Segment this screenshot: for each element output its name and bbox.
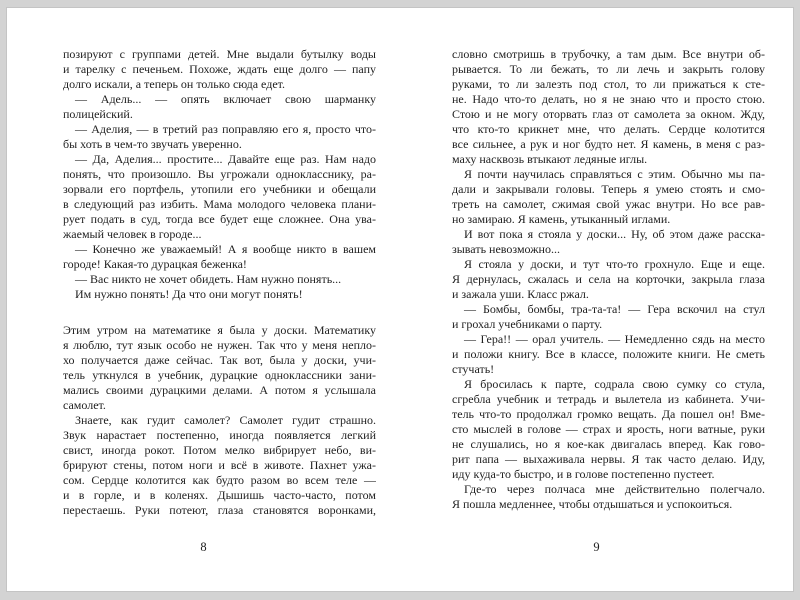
page-left [7, 8, 400, 591]
text-line: треть на самолет, сжимая свой ужас внутри. Но все рав- [452, 197, 765, 211]
text-line: тель уткнулся в учебник, дурацкие одноклассники зани- [63, 368, 376, 382]
text-line: все сильнее, а рук и ног будто нет. Я камень, в меня с раз- [452, 137, 765, 151]
text-line: и тарелку с печеньем. Похоже, ждать еще долго — папу [63, 62, 376, 76]
text-line: маху насквозь втыкают ледяные иглы. [452, 152, 648, 166]
text-line: руками, то ли залезть под стол, то ли прижаться к сте- [452, 77, 765, 91]
text-line: Я пошла медленнее, чтобы отдышаться и успокоиться. [452, 497, 733, 511]
text-line: свист, иногда рокот. Потом мелко вибрирует небо, ви- [63, 443, 376, 457]
page-number-left: 8 [200, 540, 207, 554]
text-line: но замираю. Я камень, утыканный иглами. [452, 212, 671, 226]
text-line: — Да, Аделия... простите... Давайте еще раз. Нам надо [75, 152, 376, 166]
text-line: зывать невозможно... [452, 242, 560, 256]
text-line: жаемый человек в городе... [63, 227, 202, 241]
text-line: — Аделия, — в третий раз поправляю его я, просто что- [75, 122, 376, 136]
text-line: сом. Сердце колотится как будто разом во всем теле — [63, 473, 376, 487]
section-break-space [63, 302, 376, 323]
page-number-right: 9 [593, 540, 600, 554]
text-line: бы хоть в чем-то звучать уверенно. [63, 137, 242, 151]
text-line: — Конечно же уважаемый! А я вообще никто в вашем [75, 242, 376, 256]
text-line: Я стояла у доски, и тут что-то грохнуло. Еще и еще. [464, 257, 765, 271]
text-line: брируют стены, потом ноги и всё в животе. Пахнет ужа- [63, 458, 376, 472]
text-line: и положи книгу. Все в классе, положите книги. Не сметь [452, 347, 765, 361]
text-line: что кто-то крикнет мне, что делать. Сердце колотится [452, 122, 765, 136]
text-line: долго искали, а теперь он только сюда едет. [63, 77, 285, 91]
text-line: не. Надо что-то делать, но я не знаю что и просто стою. [452, 92, 765, 106]
text-line: рует подать в суд, тогда все будет еще сложнее. Она ува- [63, 212, 376, 226]
text-line: иду куда-то быстро, и в голове постепенно пустеет. [452, 467, 715, 481]
text-line: и в горле, и в коленях. Дышишь часто-часто, потом [63, 488, 376, 502]
text-line: Я почти научилась справляться с этим. Обычно мы па- [464, 167, 765, 181]
text-line: Стою и не могу оторвать глаз от самолета за окном. Жду, [452, 107, 765, 121]
text-line: и грохал учебниками о парту. [452, 317, 603, 331]
text-line: в следующий раз избить. Мама молодого человека плани- [63, 197, 376, 211]
text-line: Звук нарастает постепенно, иногда появляется легкий [63, 428, 376, 442]
text-line: — Гера!! — орал учитель. — Немедленно сядь на место [464, 332, 765, 346]
text-line: дали и закрывали головы. Теперь я умею стоять и смо- [452, 182, 765, 196]
text-line: мались своими дурацкими делами. А потом я услышала [63, 383, 376, 397]
text-line: понять, что произошло. Вы угрожали однокласснику, ра- [63, 167, 376, 181]
text-line: не слушались, но я кое-как двигалась вперед. Как гово- [452, 437, 765, 451]
text-line: рит папа — выхаживала нервы. Я так часто делаю. Иду, [452, 452, 765, 466]
book-spread [6, 7, 794, 592]
text-line: сто мыслей в голове — страх и ярость, ноги ватные, руки [452, 422, 765, 436]
page-right [400, 8, 793, 591]
text-line: Где-то через полчаса мне действительно полегчало. [464, 482, 765, 496]
text-line: И вот пока я стояла у доски... Ну, об этом даже расска- [464, 227, 765, 241]
text-line: Им нужно понять! Да что они могут понять! [75, 287, 303, 301]
text-line: перестаешь. Руки потеют, глаза становятся воронками, [63, 503, 376, 517]
text-line: Знаете, как гудит самолет? Самолет гудит страшно. [75, 413, 376, 427]
text-line: — Бомбы, бомбы, тра-та-та! — Гера вскочил на стул [464, 302, 765, 316]
text-line: Я бросилась к парте, содрала свою сумку со стула, [464, 377, 765, 391]
text-line: Я дернулась, сжалась и села на корточки, закрыла глаза [452, 272, 765, 286]
text-line: рывается. То ли бежать, то ли лечь и закрыть голову [452, 62, 765, 76]
text-line: — Адель... — опять включает свою шарманку [75, 92, 376, 106]
text-line: Этим утром на математике я была у доски. Математику [63, 323, 376, 337]
text-line: городе! Какая-то дурацкая беженка! [63, 257, 247, 271]
text-line: словно смотришь в трубочку, а там дым. Все внутри об- [452, 47, 765, 61]
text-line: зорвали его портфель, утопили его учебники и обещали [63, 182, 376, 196]
text-line: хо получается даже сейчас. Так вот, была у доски, учи- [63, 353, 376, 367]
text-line: — Вас никто не хочет обидеть. Нам нужно понять... [75, 272, 342, 286]
text-line: я люблю, тут язык особо не нужен. Так что у меня непло- [63, 338, 376, 352]
text-line: позируют с группами детей. Мне выдали бутылку воды [63, 47, 376, 61]
text-line: и зажала уши. Класс ржал. [452, 287, 589, 301]
page-right-text-column [452, 47, 765, 512]
page-left-text-column [63, 47, 376, 518]
text-line: тель что-то продолжал громко вещать. Да пошел он! Вме- [452, 407, 765, 421]
text-line: полицейский. [63, 107, 133, 121]
text-line: стучать! [452, 362, 495, 376]
text-line: сгребла учебник и тетрадь и вылетела из кабинета. Учи- [452, 392, 765, 406]
text-line: самолет. [63, 398, 106, 412]
